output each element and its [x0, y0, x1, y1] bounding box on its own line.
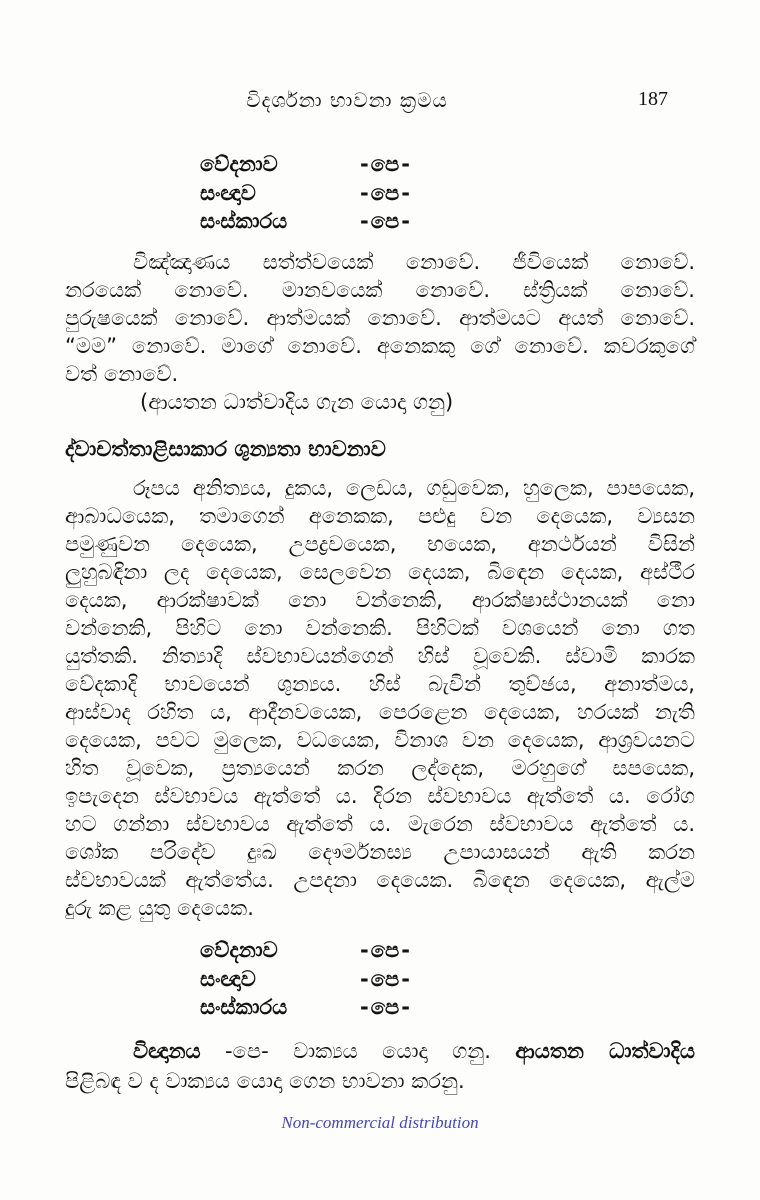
- body-text: දෙයෙක, පවට මුලෙක, වධයෙක, විනාශ වන දෙයෙක, ආශ්‍රවයනට: [65, 728, 695, 752]
- body-text: ලුහුබඳිනා ලද දෙයෙක, සෙලවෙන දෙයක, බිඳෙන දෙයක, අස්ථීර: [65, 560, 695, 584]
- pe-marker: -පෙ-: [360, 180, 412, 205]
- text-line: [65, 530, 695, 558]
- body-text: පිළිබඳ ව ද වාක්‍යය යොදා ගෙන භාවනා කරනු.: [65, 1068, 465, 1093]
- pe-label: සංස්කාරය: [200, 209, 288, 233]
- text-line: [65, 276, 695, 304]
- pe-label: සංඥාව: [200, 966, 256, 991]
- text-line: [65, 502, 695, 530]
- pe-row: [200, 936, 695, 965]
- text-column: [0, 88, 760, 1096]
- body-text: ආස්වාද රහිත ය, ආදීනවයෙක, පෙරළෙන දෙයෙක, හරයක් නැති: [65, 700, 695, 724]
- body-text: වේදකාදි භාවයෙන් ශුන්‍යය. හිස් බැවින් තුච්ඡය, අනාත්මය,: [65, 672, 695, 696]
- body-text: හට ගන්නා ස්වභාවය ඇත්තේ ය. මැරෙන ස්වභාවය ඇත්තේ ය.: [65, 812, 695, 836]
- paragraph-sunyata: [65, 474, 695, 922]
- body-text: හිත වූවෙක, ප්‍රත්‍යයෙන් කරන ලද්දෙක, මරහුගේ සපයෙක,: [65, 756, 695, 780]
- body-text: වන්නෙකි, පිහිට නො වන්නෙකි. පිහිටක් වශයෙන් නො ගත: [65, 616, 695, 640]
- text-line: [65, 304, 695, 332]
- text-line: [65, 586, 695, 614]
- text-line: [65, 838, 695, 866]
- pe-label: වේදනාව: [200, 938, 278, 962]
- body-text: ස්වභාවයක් ඇත්තේය. උපදනා දෙයෙක. බිඳෙන දෙයෙක, ඇල්ම: [65, 868, 695, 892]
- pe-list-top: [65, 150, 695, 236]
- pe-marker: -පෙ-: [360, 966, 412, 991]
- pe-marker: -පෙ-: [360, 995, 412, 1019]
- pe-marker: -පෙ-: [360, 209, 412, 233]
- pe-list-bottom: [65, 936, 695, 1022]
- body-text: විඤ්ඤාණය සත්ත්වයෙක් නොවේ. ජීවියෙක් නොවේ.: [133, 249, 695, 274]
- paragraph-instruction: [65, 1036, 695, 1096]
- text-line: [65, 894, 695, 922]
- parenthetical-note: (ආයතන ධාත්වාදිය ගැන යොදා ගනු): [140, 389, 454, 414]
- pe-row: [200, 993, 695, 1022]
- body-text: -පෙ- වාක්‍යය යොදා ගනු.: [200, 1038, 516, 1063]
- paragraph-anatta: [65, 248, 695, 388]
- page-header: [65, 88, 695, 114]
- text-line: [65, 1036, 695, 1066]
- text-line: [65, 332, 695, 360]
- text-line: [65, 248, 695, 276]
- text-line: [65, 698, 695, 726]
- pe-row: [200, 965, 695, 994]
- pe-label: වේදනාව: [200, 152, 278, 176]
- body-text: දුරු කළ යුතු දෙයෙක.: [65, 896, 254, 920]
- text-line: [65, 810, 695, 838]
- text-line: [65, 754, 695, 782]
- body-text: පමුණුවන දෙයෙක, උපද්‍රවයෙක, භයෙක, අනර්ථයන් විසින්: [65, 532, 695, 556]
- page-title: විදර්ශනා භාවනා ක්‍රමය: [246, 88, 448, 112]
- emphasis-text: ආයතන ධාත්වාදිය: [515, 1038, 695, 1063]
- text-line: [65, 360, 695, 388]
- page-number: 187: [638, 88, 668, 110]
- text-line: [65, 558, 695, 586]
- pe-row: [200, 207, 695, 236]
- pe-marker: -පෙ-: [360, 938, 412, 962]
- body-text: ශෝක පරිදේව දුඃඛ දෞර්මනස්‍ය උපායාසයන් ඇති කරන: [65, 840, 695, 864]
- text-line: [65, 1066, 695, 1096]
- pe-marker: -පෙ-: [360, 152, 412, 176]
- text-line: [65, 866, 695, 894]
- pe-label: සංඥාව: [200, 180, 256, 205]
- text-line: [65, 614, 695, 642]
- section-heading: ද්වාචත්තාළිසාකාර ශුන්‍යතා භාවනාව: [65, 437, 386, 461]
- body-text: වත් නොවේ.: [65, 361, 179, 386]
- body-text: යුත්තකි. නිත්‍යාදි ස්වභාවයන්ගෙන් හිස් වූවෙකි. ස්වාමි කාරක: [65, 644, 695, 668]
- body-text: රූපය අනිත්‍යය, දුකය, ලෙඩය, ගඩුවෙක, හුලෙක, පාපයෙක,: [133, 476, 695, 500]
- text-line: [65, 726, 695, 754]
- body-text: ඉපැදෙන ස්වභාවය ඇත්තේ ය. දිරන ස්වභාවය ඇත්තේ ය. රෝග: [65, 784, 695, 808]
- body-text: පුරුෂයෙක් නොවේ. ආත්මයක් නොවේ. ආත්මයට අයත් නොවේ.: [65, 305, 695, 330]
- emphasis-text: විඥානය: [133, 1038, 201, 1063]
- pe-row: [200, 179, 695, 208]
- pe-label: සංස්කාරය: [200, 995, 288, 1019]
- body-text: දෙයක, ආරක්ෂාවක් නො වන්නෙකි, ආරක්ෂාස්ථානයක් නො: [65, 588, 695, 612]
- text-line: [65, 670, 695, 698]
- body-text: නරයෙක් නොවේ. මානවයෙක් නොවේ. ස්ත්‍රියක් නොවේ.: [65, 277, 695, 302]
- body-text: ආබාධයෙක, තමාගෙන් අනෙකක, පළුදු වන දෙයෙක, ව්‍යසන: [65, 504, 695, 528]
- text-line: [65, 642, 695, 670]
- pe-row: [200, 150, 695, 179]
- footer-note: Non-commercial distribution: [281, 1113, 479, 1132]
- text-line: [65, 474, 695, 502]
- text-line: [65, 782, 695, 810]
- body-text: “මම” නොවේ. මාගේ නොවේ. අනෙකකු ගේ නොවේ. කවරකුගේ: [65, 333, 695, 358]
